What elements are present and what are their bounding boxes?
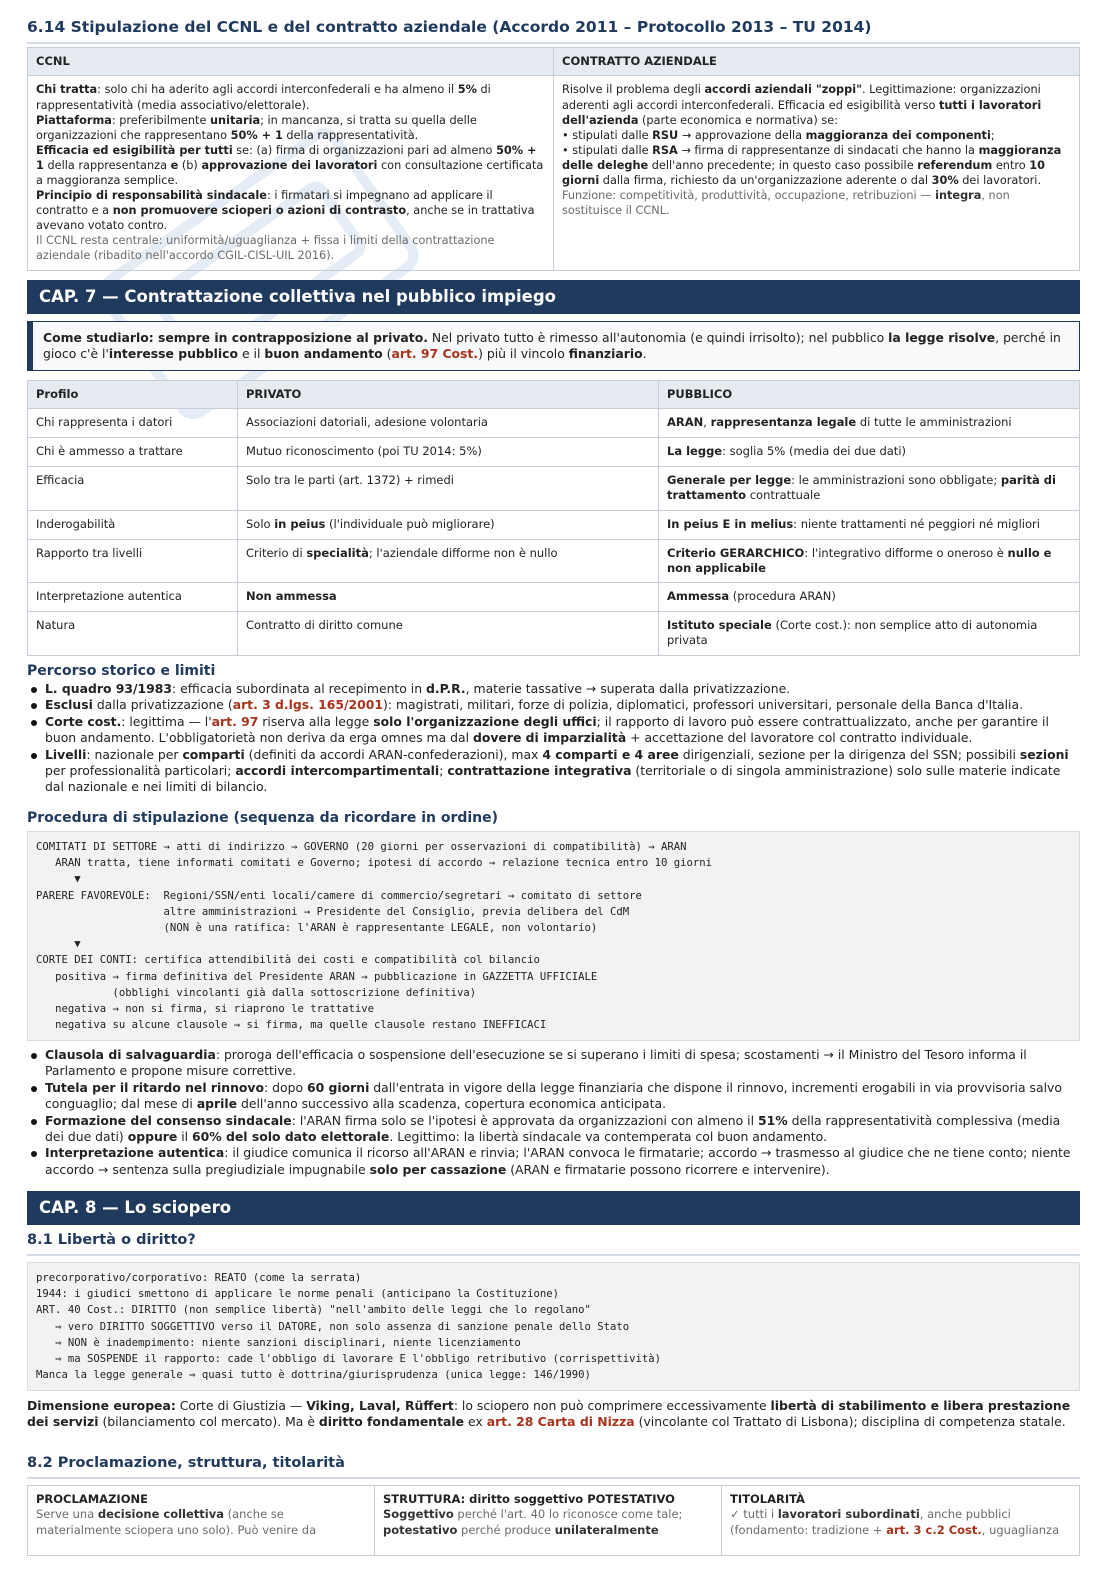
pubblico-cell: In peius E in melius: niente trattamenti né peggiori né migliori <box>659 510 1080 539</box>
privato-cell: Non ammessa <box>238 583 659 611</box>
privato-cell: Associazioni datoriali, adesione volontaria <box>238 409 659 438</box>
profilo-cell: Natura <box>28 611 238 655</box>
list-item: Interpretazione autentica: il giudice comunica il ricorso all'ARAN e rinvia; l'ARAN convoca le firmatarie; accordo → trasmesso al giudice che ne tiene conto; niente accordo → sentenza sulla pregiudiziale impugnabile solo per cassazione (ARAN e firmatarie possono ricorrere e intervenire). <box>27 1145 1080 1178</box>
table-row <box>28 409 1080 438</box>
chapter-8-title: CAP. 8 — Lo sciopero <box>39 1198 232 1217</box>
struttura-box: STRUTTURA: diritto soggettivo POTESTATIVO Soggettivo perché l'art. 40 lo riconosce come tale; potestativo perché produce unilateralmente <box>375 1486 722 1556</box>
list-item: Tutela per il ritardo nel rinnovo: dopo 60 giorni dall'entrata in vigore della legge finanziaria che dispone il rinnovo, incrementi erogabili in via provvisoria salvo conguaglio; dal mese di aprile dell'anno successivo alla scadenza, copertura economica anticipata. <box>27 1080 1080 1113</box>
privato-cell: Contratto di diritto comune <box>238 611 659 655</box>
profilo-cell: Efficacia <box>28 466 238 510</box>
percorso-title: Percorso storico e limiti <box>27 663 216 679</box>
box-heading: PROCLAMAZIONE <box>36 1492 148 1506</box>
table-row <box>28 611 1080 655</box>
box-heading: STRUTTURA: diritto soggettivo POTESTATIVO <box>383 1492 675 1506</box>
procedura-title: Procedura di stipulazione (sequenza da ricordare in ordine) <box>27 810 499 826</box>
privato-cell: Solo tra le parti (art. 1372) + rimedi <box>238 466 659 510</box>
profilo-cell: Rapporto tra livelli <box>28 539 238 583</box>
profilo-cell: Inderogabilità <box>28 510 238 539</box>
list-item: Formazione del consenso sindacale: l'ARAN firma solo se l'ipotesi è approvata da organizzazioni con almeno il 51% della rappresentatività complessiva (media dei due dati) oppure il 60% del solo dato elettorale. Legittimo: la libertà sindacale va contemperata col buon andamento. <box>27 1113 1080 1146</box>
col-pubblico: PUBBLICO <box>659 381 1080 409</box>
pubblico-cell: Criterio GERARCHICO: l'integrativo difforme o oneroso è nullo e non applicabile <box>659 539 1080 583</box>
pubblico-cell: Generale per legge: le amministrazioni sono obbligate; parità di trattamento contrattuale <box>659 466 1080 510</box>
percorso-list <box>27 681 1080 796</box>
titolarita-box: TITOLARITÀ ✓ tutti i lavoratori subordinati, anche pubblici (fondamento: tradizione + art. 3 c.2 Cost., uguaglianza <box>722 1486 1080 1556</box>
proclamazione-box: PROCLAMAZIONE Serve una decisione collettiva (anche se materialmente sciopera uno solo). Può venire da <box>28 1486 375 1556</box>
section-8-1-title: 8.1 Libertà o diritto? <box>27 1232 1080 1256</box>
pubblico-cell: Istituto speciale (Corte cost.): non semplice atto di autonomia privata <box>659 611 1080 655</box>
procedura-notes-list <box>27 1047 1080 1178</box>
privato-cell: Mutuo riconoscimento (poi TU 2014: 5%) <box>238 438 659 466</box>
table-row <box>28 583 1080 611</box>
profilo-cell: Interpretazione autentica <box>28 583 238 611</box>
aziendale-cell: Risolve il problema degli accordi aziendali "zoppi". Legittimazione: organizzazioni aderenti agli accordi interconfederali. Efficacia ed esigibilità verso tutti i lavoratori dell'azienda (parte economica e normativa) se: • stipulati dalle RSU → approvazione della maggioranza dei componenti; • stipulati dalle RSA → firma di rappresentanze di sindacati che hanno la maggioranza delle deleghe dell'anno precedente; in questo caso possibile referendum entro 10 giorni dalla firma, richiesto da un'organizzazione aderente o dal 30% dei lavoratori. Funzione: competitività, produttività, occupazione, retribuzioni — integra, non sostituisce il CCNL. <box>554 76 1080 270</box>
aziendale-col-header: CONTRATTO AZIENDALE <box>554 48 1080 76</box>
privato-cell: Criterio di specialità; l'aziendale difforme non è nullo <box>238 539 659 583</box>
box-heading: TITOLARITÀ <box>730 1492 805 1506</box>
dimensione-europea-paragraph: Dimensione europea: Corte di Giustizia — Viking, Laval, Rüffert: lo sciopero non può comprimere eccessivamente libertà di stabilimento e libera prestazione dei servizi (bilanciamento col mercato). Ma è diritto fondamentale ex art. 28 Carta di Nizza (vincolante col Trattato di Lisbona); disciplina di competenza statale. <box>27 1398 1071 1430</box>
list-item: Corte cost.: legittima — l'art. 97 riserva alla legge solo l'organizzazione degli uffici; il rapporto di lavoro può essere contrattualizzato, anche per garantire il buon andamento. L'obbligatorietà non deriva da erga omnes ma dal dovere di imparzialità + accettazione del lavoratore col contratto individuale. <box>27 714 1080 747</box>
privato-cell: Solo in peius (l'individuale può migliorare) <box>238 510 659 539</box>
profilo-cell: Chi è ammesso a trattare <box>28 438 238 466</box>
chapter-7-banner <box>27 280 1080 314</box>
profilo-cell: Chi rappresenta i datori <box>28 409 238 438</box>
ccnl-col-header: CCNL <box>28 48 554 76</box>
table-row <box>28 510 1080 539</box>
chapter-7-title: CAP. 7 — Contrattazione collettiva nel pubblico impiego <box>39 287 556 306</box>
list-item: Livelli: nazionale per comparti (definiti da accordi ARAN-confederazioni), max 4 comparti e 4 aree dirigenziali, sezione per la dirigenza del SSN; possibili sezioni per professionalità particolari; accordi intercompartimentali; contrattazione integrativa (territoriale o di singola amministrazione) solo sulle materie indicate dal nazionale e nei limiti di bilancio. <box>27 747 1080 796</box>
chapter-8-banner <box>27 1191 1080 1225</box>
sciopero-boxes <box>27 1485 1080 1556</box>
liberta-diritto-code-block: precorporativo/corporativo: REATO (come la serrata) 1944: i giudici smettono di applicare le norme penali (anticipano la Costituzione) ART. 40 Cost.: DIRITTO (non semplice libertà) "nell'ambito delle leggi che lo regolano" ⇒ vero DIRITTO SOGGETTIVO verso il DATORE, non solo assenza di sanzione penale dello Stato ⇒ NON è inadempimento: niente sanzioni disciplinari, niente licenziamento ⇒ ma SOSPENDE il rapporto: cade l'obbligo di lavorare E l'obbligo retributivo (corrispettività) Manca la legge generale ⇒ quasi tutto è dottrina/giurisprudenza (unica legge: 146/1990) <box>27 1262 1080 1391</box>
table-row <box>28 466 1080 510</box>
table-row <box>28 438 1080 466</box>
list-item: L. quadro 93/1983: efficacia subordinata al recepimento in d.P.R., materie tassative → superata dalla privatizzazione. <box>27 681 1080 697</box>
col-profilo: Profilo <box>28 381 238 409</box>
list-item: Esclusi dalla privatizzazione (art. 3 d.lgs. 165/2001): magistrati, militari, forze di polizia, diplomatici, professori universitari, personale della Banca d'Italia. <box>27 697 1080 713</box>
ccnl-table <box>27 47 1080 271</box>
section-6-14-title: 6.14 Stipulazione del CCNL e del contratto aziendale (Accordo 2011 – Protocollo 2013 – TU 2014) <box>27 18 1080 44</box>
ccnl-cell: Chi tratta: solo chi ha aderito agli accordi interconfederali e ha almeno il 5% di rappresentatività (media associativo/elettorale). Piattaforma: preferibilmente unitaria; in mancanza, si tratta su quella delle organizzazioni che rappresentano 50% + 1 della rappresentatività. Efficacia ed esigibilità per tutti se: (a) firma di organizzazioni pari ad almeno 50% + 1 della rappresentanza e (b) approvazione dei lavoratori con consultazione certificata a maggioranza semplice. Principio di responsabilità sindacale: i firmatari si impegnano ad applicare il contratto e a non promuovere scioperi o azioni di contrasto, anche se in trattativa avevano votato contro. Il CCNL resta centrale: uniformità/uguaglianza + fissa i limiti della contrattazione aziendale (ribadito nell'accordo CGIL-CISL-UIL 2016). <box>28 76 554 270</box>
list-item: Clausola di salvaguardia: proroga dell'efficacia o sospensione dell'esecuzione se si superano i limiti di spesa; scostamenti → il Ministro del Tesoro informa il Parlamento e propone misure correttive. <box>27 1047 1080 1080</box>
pubblico-cell: La legge: soglia 5% (media dei due dati) <box>659 438 1080 466</box>
privato-pubblico-table <box>27 380 1080 656</box>
table-row <box>28 539 1080 583</box>
col-privato: PRIVATO <box>238 381 659 409</box>
procedura-code-block: COMITATI DI SETTORE → atti di indirizzo → GOVERNO (20 giorni per osservazioni di compatibilità) → ARAN ARAN tratta, tiene informati comitati e Governo; ipotesi di accordo → relazione tecnica entro 10 giorni ▼ PARERE FAVOREVOLE: Regioni/SSN/enti locali/camere di commercio/segretari → comitato di settore altre amministrazioni → Presidente del Consiglio, previa delibera del CdM (NON è una ratifica: l'ARAN è rappresentante LEGALE, non volontario) ▼ CORTE DEI CONTI: certifica attendibilità dei costi e compatibilità col bilancio positiva → firma definitiva del Presidente ARAN → pubblicazione in GAZZETTA UFFICIALE (obblighi vincolanti già dalla sottoscrizione definitiva) negativa → non si firma, si riaprono le trattative negativa su alcune clausole → si firma, ma quelle clausole restano INEFFICACI <box>27 831 1080 1041</box>
pubblico-cell: Ammessa (procedura ARAN) <box>659 583 1080 611</box>
study-callout: Come studiarlo: sempre in contrapposizione al privato. Nel privato tutto è rimesso all'autonomia (e quindi irrisolto); nel pubblico la legge risolve, perché in gioco c'è l'interesse pubblico e il buon andamento (art. 97 Cost.) più il vincolo finanziario. <box>27 321 1080 371</box>
pubblico-cell: ARAN, rappresentanza legale di tutte le amministrazioni <box>659 409 1080 438</box>
section-8-2-title: 8.2 Proclamazione, struttura, titolarità <box>27 1455 1080 1479</box>
